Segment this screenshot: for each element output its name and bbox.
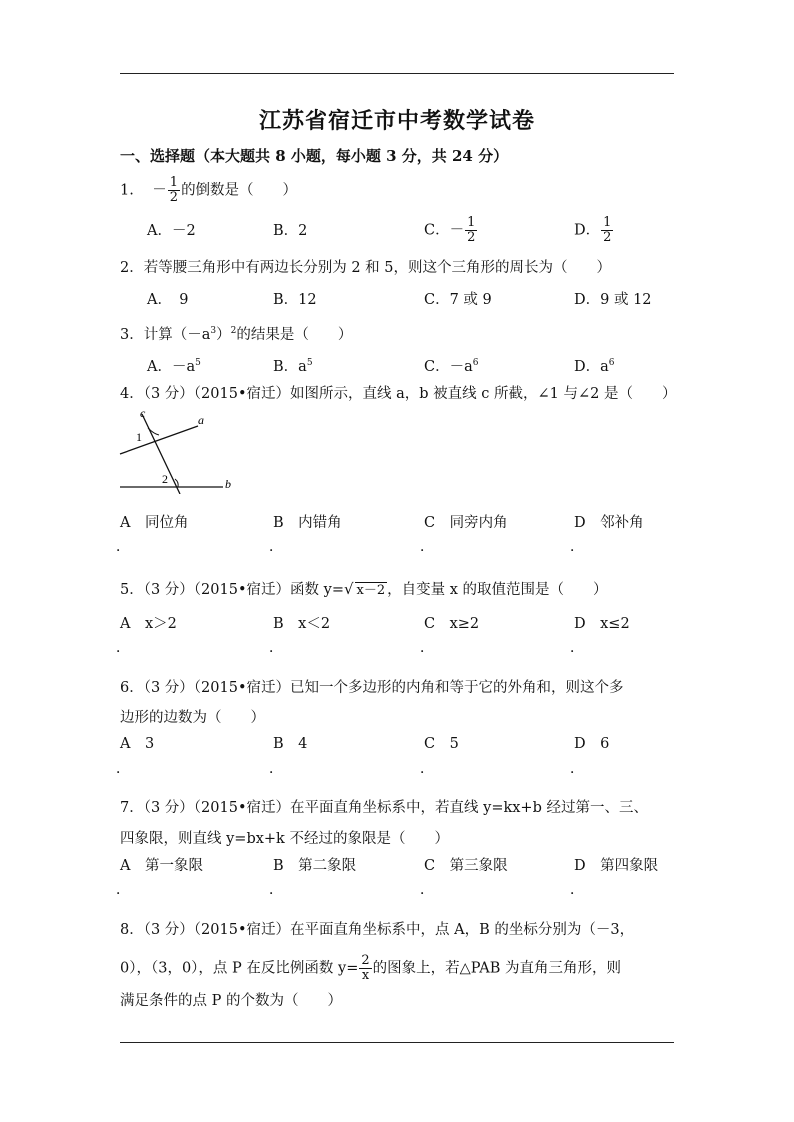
q1-option-c: C．－ $\frac{1}{2}$ [424, 215, 476, 245]
question-8-line1: 8．（3 分）（2015•宿迁）在平面直角坐标系中，点 A，B 的坐标分别为（－3， [120, 922, 635, 938]
q2-option-b: B．12 [273, 292, 317, 308]
q3-option-b: B．$a^5$ [273, 358, 313, 375]
q7-option-a: A 第一象限 [120, 858, 203, 874]
q2-option-a: A． 9 [147, 292, 189, 308]
q6-option-a: A 3 [120, 736, 155, 752]
q4-option-c: C 同旁内角 [424, 515, 508, 531]
question-5: 5．（3 分）（2015•宿迁）函数 y=√ x－2 ，自变量 x 的取值范围是（ ） [120, 580, 608, 598]
q7-dot-d: ． [570, 882, 584, 898]
q1-fraction: $\frac{1}{2}$ [169, 175, 179, 205]
q3-option-a: A．$-a^5$ [147, 358, 201, 375]
label-a: a [198, 413, 204, 427]
q5-option-d: D x≤2 [574, 616, 630, 632]
q5-dot-a: ． [116, 640, 130, 656]
question-8-line2: 0），（3，0），点 P 在反比例函数 y= $\frac{2}{x}$ 的图象上，若△PAB 为直角三角形，则 [120, 953, 621, 983]
q2-option-d: D．9 或 12 [574, 292, 652, 308]
q1-minus: － [152, 182, 167, 199]
q1-text: 的倒数是（ ） [181, 182, 298, 199]
top-rule [120, 73, 674, 74]
q4-option-a: A 同位角 [120, 515, 189, 531]
q8-fraction: $\frac{2}{x}$ [361, 953, 370, 983]
question-3: 3．计算$(-a^3)^2$的结果是（ ） [120, 326, 353, 343]
line-c [142, 414, 180, 494]
question-4: 4．（3 分）（2015•宿迁）如图所示，直线 a，b 被直线 c 所截，∠1 与∠2 是（ ） [120, 386, 677, 402]
q4-figure [115, 404, 245, 494]
q1-option-b: B．2 [273, 223, 308, 239]
question-1 [120, 176, 297, 205]
q7-option-c: C 第三象限 [424, 858, 508, 874]
section-heading: 一、选择题（本大题共 8 小题，每小题 3 分，共 24 分） [120, 147, 509, 165]
question-7-line2: 四象限，则直线 y=bx+k 不经过的象限是（ ） [120, 831, 449, 847]
q5-radicand: x－2 [356, 583, 386, 598]
label-angle-2: 2 [162, 472, 168, 486]
q4-dot-c: ． [420, 539, 434, 555]
q3-option-d: D．$a^6$ [574, 358, 615, 375]
q7-dot-a: ． [116, 882, 130, 898]
q6-dot-a: ． [116, 761, 130, 777]
q1-option-a: A．－2 [147, 223, 196, 239]
q5-dot-d: ． [570, 640, 584, 656]
q4-option-b: B 内错角 [273, 515, 342, 531]
q4-dot-a: ． [116, 539, 130, 555]
q6-option-d: D 6 [574, 736, 610, 752]
question-6-line2: 边形的边数为（ ） [120, 710, 265, 726]
q1-number: 1. [120, 182, 134, 199]
label-b: b [225, 477, 231, 491]
label-c: c [140, 406, 146, 420]
q7-option-d: D 第四象限 [574, 858, 659, 874]
q6-option-c: C 5 [424, 736, 459, 752]
q7-dot-b: ． [269, 882, 283, 898]
q4-option-d: D 邻补角 [574, 515, 644, 531]
bottom-rule [120, 1042, 674, 1043]
question-6-line1: 6．（3 分）（2015•宿迁）已知一个多边形的内角和等于它的外角和，则这个多 [120, 680, 624, 696]
question-8-line3: 满足条件的点 P 的个数为（ ） [120, 993, 342, 1009]
q4-dot-d: ． [570, 539, 584, 555]
q7-dot-c: ． [420, 882, 434, 898]
q3-option-c: C．$-a^6$ [424, 358, 479, 375]
q5-option-a: A x＞2 [120, 616, 177, 632]
question-7-line1: 7．（3 分）（2015•宿迁）在平面直角坐标系中，若直线 y=kx+b 经过第一、三、 [120, 800, 648, 816]
q5-dot-b: ． [269, 640, 283, 656]
label-angle-1: 1 [136, 430, 142, 444]
q5-option-c: C x≥2 [424, 616, 480, 632]
q4-dot-b: ． [269, 539, 283, 555]
q6-dot-d: ． [570, 761, 584, 777]
page-title: 江苏省宿迁市中考数学试卷 [258, 108, 535, 134]
q6-option-b: B 4 [273, 736, 308, 752]
q5-option-b: B x＜2 [273, 616, 331, 632]
q1-option-d: D． $\frac{1}{2}$ [574, 215, 612, 245]
question-2: 2．若等腰三角形中有两边长分别为 2 和 5，则这个三角形的周长为（ ） [120, 260, 612, 276]
q6-dot-c: ． [420, 761, 434, 777]
q6-dot-b: ． [269, 761, 283, 777]
q7-option-b: B 第二象限 [273, 858, 357, 874]
q2-option-c: C．7 或 9 [424, 292, 492, 308]
q5-dot-c: ． [420, 640, 434, 656]
